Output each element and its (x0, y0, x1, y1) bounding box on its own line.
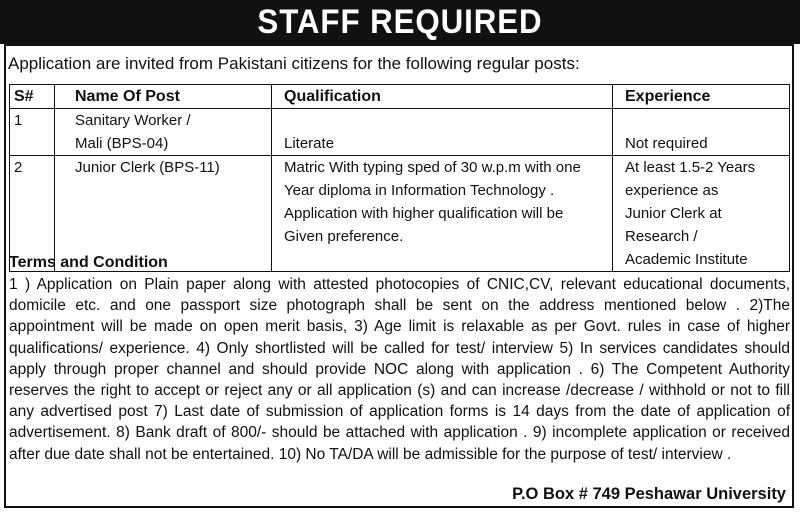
cell-post (55, 109, 272, 156)
column-header-qualification: Qualification (272, 85, 613, 109)
qualification-line: Matric With typing sped of 30 w.p.m with one (284, 159, 581, 176)
column-header-experience: Experience (613, 85, 790, 109)
experience-line: Not required (625, 135, 708, 152)
column-header-post: Name Of Post (55, 85, 272, 109)
qualification-line: Year diploma in Information Technology . (284, 182, 555, 199)
table-header-row (10, 85, 790, 109)
intro-text: Application are invited from Pakistani citizens for the following regular posts: (8, 54, 580, 73)
cell-sno: 2 (10, 156, 55, 272)
experience-line: Academic Institute (625, 251, 748, 268)
page-title: STAFF REQUIRED (257, 3, 543, 41)
experience-line: experience as (625, 182, 719, 199)
column-header-sno: S# (10, 85, 55, 109)
cell-qualification (272, 156, 613, 272)
experience-line: At least 1.5-2 Years (625, 159, 756, 176)
header (0, 0, 800, 44)
experience-line: Junior Clerk at Research / (625, 205, 722, 245)
postal-address: P.O Box # 749 Peshawar University (512, 485, 786, 503)
qualification-line: Given preference. (284, 228, 404, 245)
terms-body: 1 ) Application on Plain paper along with attested photocopies of CNIC,CV, relevant educational documents, domicile etc. and one passport size photograph shall be sent on the address mentioned below . 2)The appointment will be made on open merit basis, 3) Age limit is relaxable as per Govt. rules in case of higher qualifications/ experience. 4) Only shortlisted will be called for test/ interview 5) In services candidates should apply through proper channel and should provide NOC along with application . 6) The Competent Authority reserves the right to accept or reject any or all application (s) and can increase /decrease / withhold or not to fill any advertised post 7) Last date of submission of application forms is 14 days from the date of application of advertisement. 8) Bank draft of 800/- should be attached with application . 9) incomplete application or received after due date shall not be entertained. 10) No TA/DA will be admissible for the purpose of test/ interview . (9, 276, 790, 463)
cell-experience (613, 156, 790, 272)
post-line: Junior Clerk (BPS-11) (75, 159, 220, 176)
post-line: Mali (BPS-04) (75, 135, 169, 152)
post-line: Sanitary Worker / (75, 112, 191, 129)
cell-sno: 1 (10, 109, 55, 156)
qualification-line: Application with higher qualification will be (284, 205, 564, 222)
terms-heading: Terms and Condition (9, 254, 168, 271)
cell-experience (613, 109, 790, 156)
cell-qualification (272, 109, 613, 156)
qualification-line: Literate (284, 135, 335, 152)
table-row (10, 109, 790, 156)
posts-table (9, 84, 790, 272)
